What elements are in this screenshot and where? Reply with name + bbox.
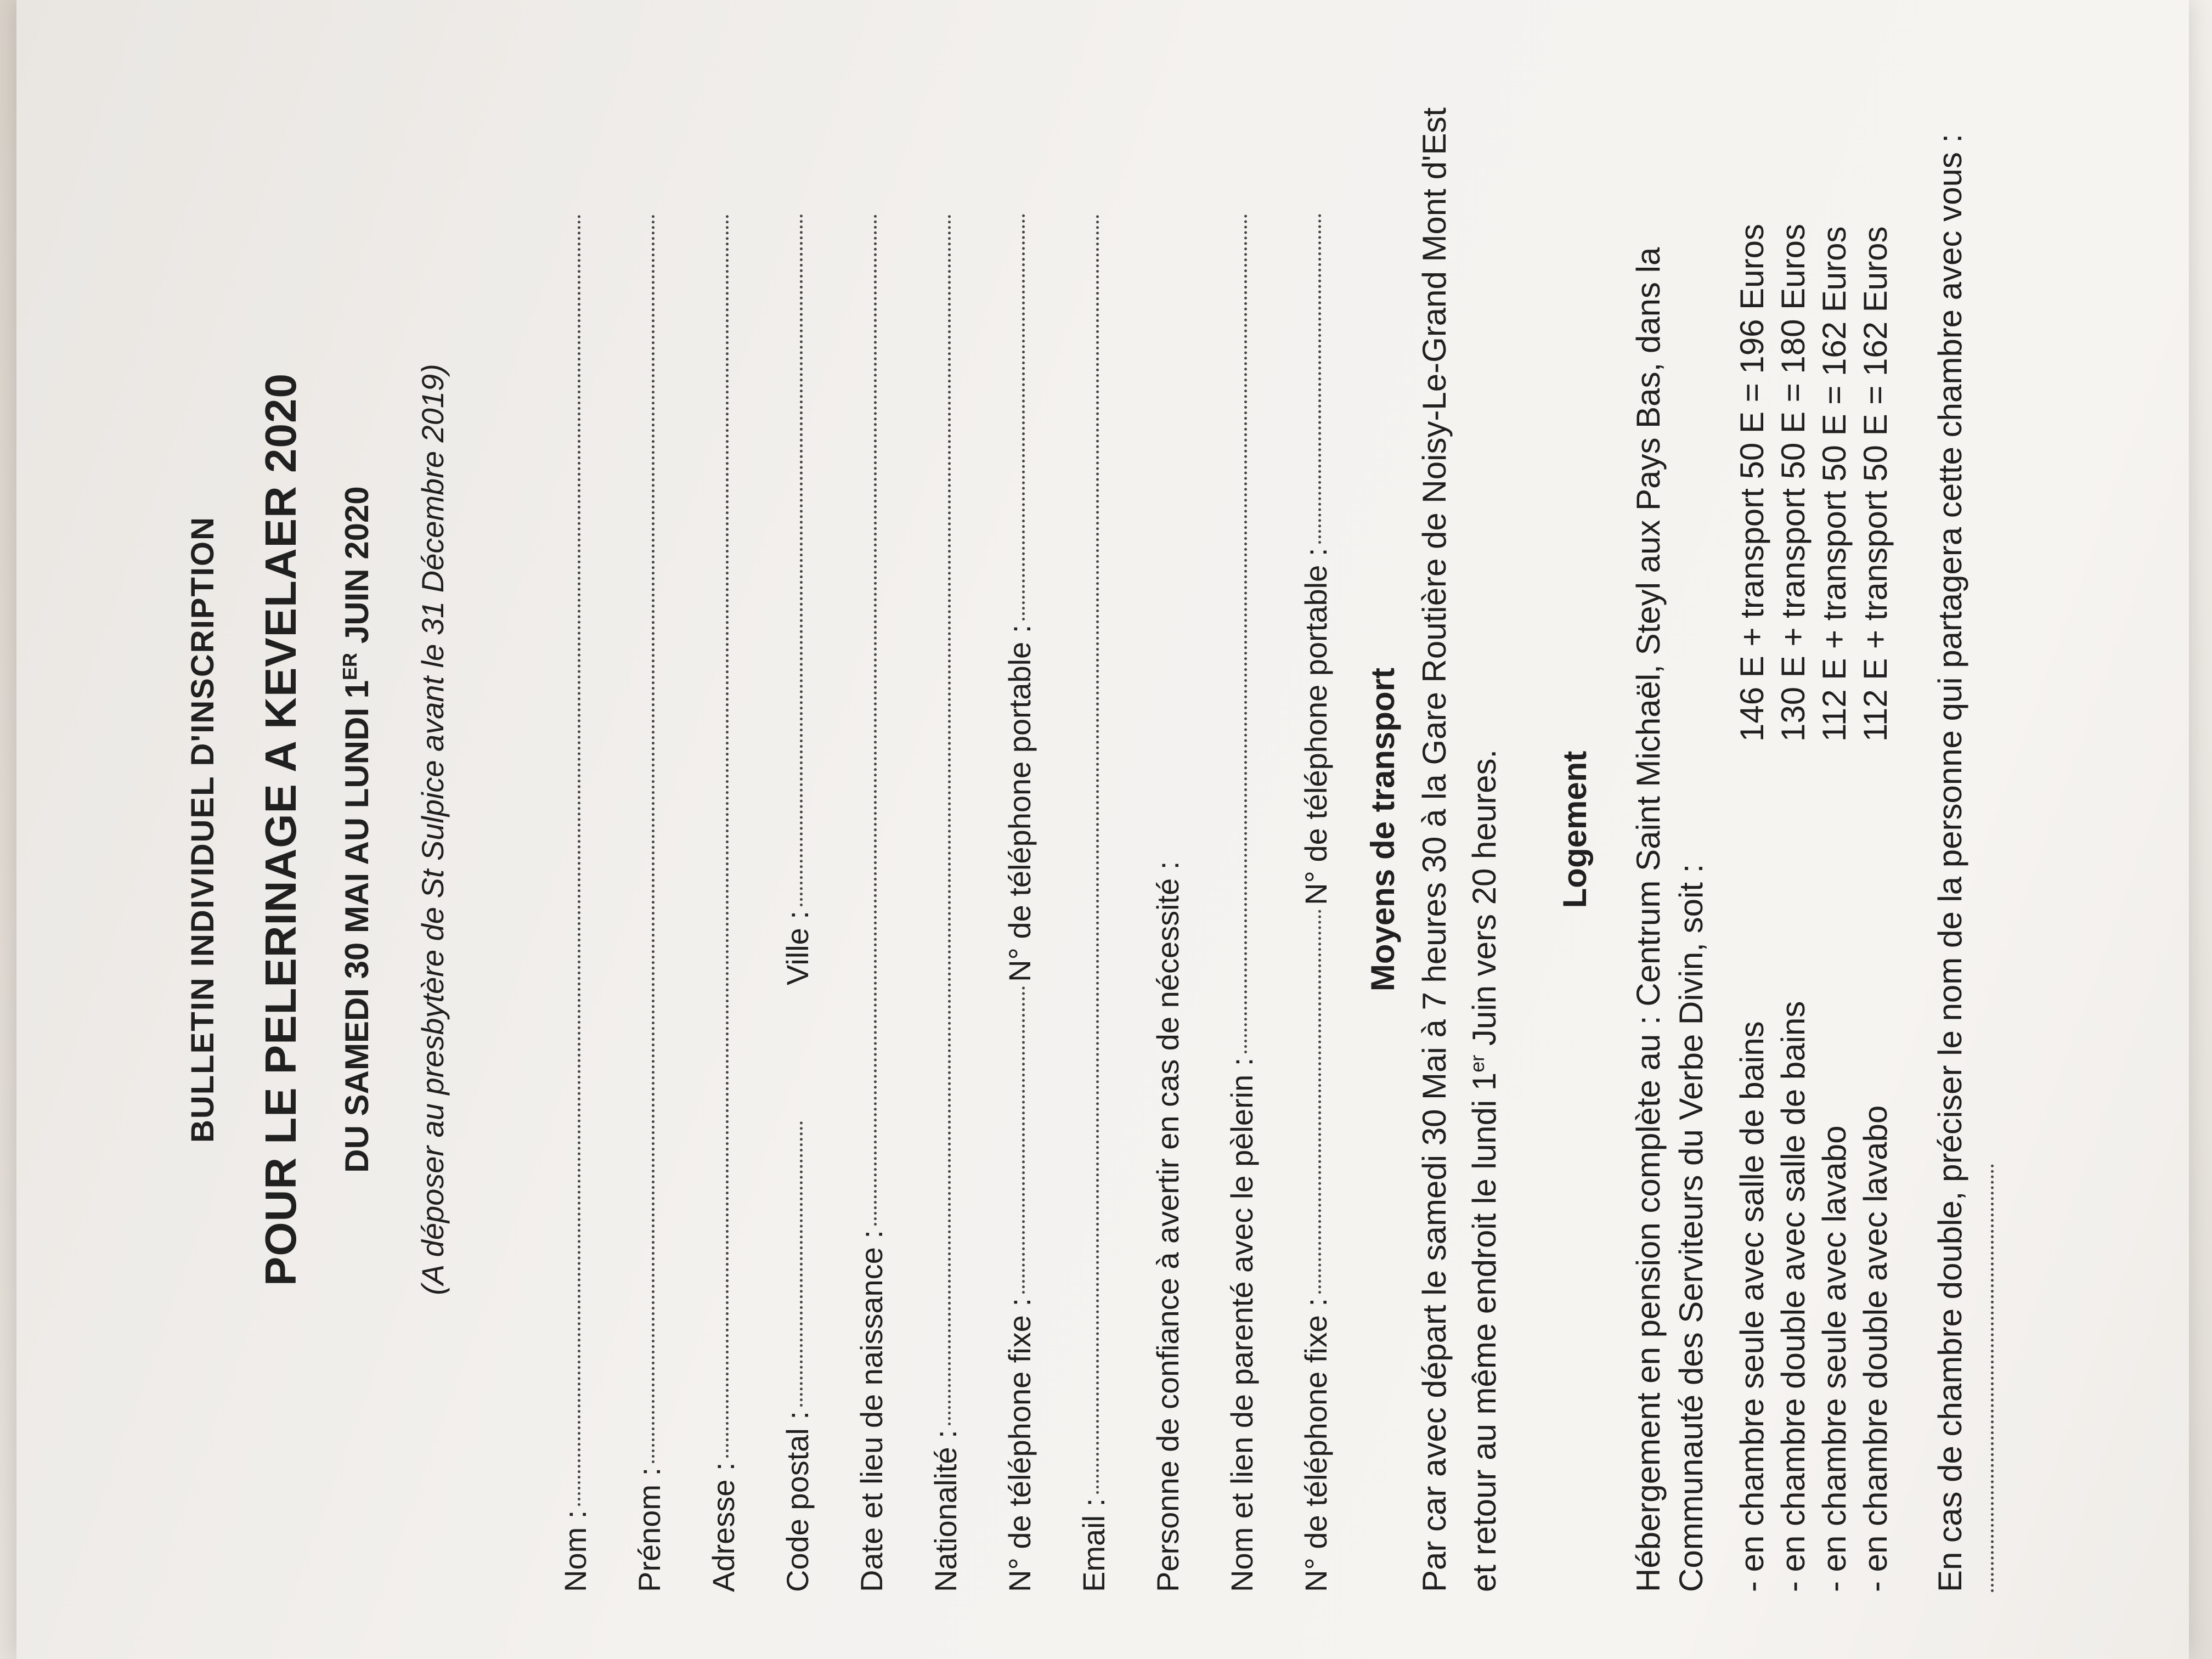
rate-row: - en chambre double avec salle de bains 130 E + transport 50 E = 180 Euros xyxy=(1775,224,1812,1592)
field-label: Adresse : xyxy=(706,1462,741,1592)
rate-row: - en chambre double avec lavabo 112 E + transport 50 E = 162 Euros xyxy=(1857,226,1894,1592)
bulletin-heading: BULLETIN INDIVIDUEL D'INSCRIPTION xyxy=(185,516,221,1143)
deposit-note: (A déposer au presbytère de St Sulpice avant le 31 Décembre 2019) xyxy=(415,364,450,1295)
field-telephones xyxy=(1002,210,1037,1592)
fill-line[interactable] xyxy=(873,214,877,1226)
fill-line[interactable] xyxy=(651,214,654,1463)
form-title: POUR LE PELERINAGE A KEVELAER 2020 xyxy=(256,373,305,1286)
fill-line[interactable] xyxy=(799,214,803,906)
field-label: Email : xyxy=(1076,1498,1111,1592)
fill-line[interactable] xyxy=(725,214,729,1458)
field-label: N° de téléphone portable : xyxy=(1002,624,1037,982)
pilgrimage-dates: DU SAMEDI 30 MAI AU LUNDI 1ER JUIN 2020 xyxy=(338,486,375,1173)
fill-line[interactable] xyxy=(1096,214,1099,1494)
field-label: Prénom : xyxy=(632,1467,667,1592)
field-label: Date et lieu de naissance : xyxy=(854,1230,889,1592)
field-label: Code postal : xyxy=(780,1411,815,1592)
fill-line[interactable] xyxy=(1244,214,1247,1053)
field-label: Nationalité : xyxy=(928,1430,963,1592)
double-room-note: En cas de chambre double, préciser le nom de la personne qui partagera cette chambre avec vous : xyxy=(1929,78,2015,1592)
field-nationalite xyxy=(928,210,963,1592)
field-telephones-contact xyxy=(1298,210,1334,1592)
rates-list xyxy=(1731,78,1896,1592)
field-label: N° de téléphone portable : xyxy=(1299,548,1333,905)
fill-line[interactable] xyxy=(1991,1164,1994,1592)
fill-line[interactable] xyxy=(1318,910,1321,1294)
field-prenom xyxy=(631,210,667,1592)
fill-line[interactable] xyxy=(947,214,951,1425)
field-personne-confiance xyxy=(1150,210,1186,1592)
logement-heading: Logement xyxy=(1556,751,1593,909)
registration-form-page xyxy=(108,34,2137,1625)
transport-text: Par car avec départ le samedi 30 Mai à 7 heures 30 à la Gare Routière de Noisy-Le-Grand Mont d'Est et retour au même endroit le lundi 1er Juin vers 20 heures. xyxy=(1416,107,1503,1592)
field-label: Ville : xyxy=(780,911,815,986)
fill-line[interactable] xyxy=(1022,986,1025,1294)
fill-line[interactable] xyxy=(577,214,580,1506)
field-label: N° de téléphone fixe : xyxy=(1002,1297,1037,1592)
field-label: Nom : xyxy=(558,1510,592,1592)
field-nom xyxy=(557,210,593,1592)
transport-heading: Moyens de transport xyxy=(1364,667,1401,992)
field-email xyxy=(1076,210,1111,1592)
fill-line[interactable] xyxy=(1318,214,1321,544)
field-label: Personne de confiance à avertir en cas de nécessité : xyxy=(1150,861,1185,1592)
paper-sheet xyxy=(16,0,2189,1659)
rate-row: - en chambre seule avec lavabo 112 E + transport 50 E = 162 Euros xyxy=(1816,226,1853,1592)
field-date-lieu-naissance xyxy=(854,210,889,1592)
logement-text: Hébergement en pension complète au : Centrum Saint Michaël, Steyl aux Pays Bas, dans la Communauté des Serviteurs du Verbe Divin, soit : xyxy=(1630,247,1709,1592)
field-label: Nom et lien de parenté avec le pèlerin : xyxy=(1224,1057,1259,1592)
rate-row: - en chambre seule avec salle de bains 146 E + transport 50 E = 196 Euros xyxy=(1734,224,1770,1592)
fill-line[interactable] xyxy=(1022,214,1025,620)
fill-line[interactable] xyxy=(799,1121,803,1407)
field-nom-lien xyxy=(1224,210,1260,1592)
field-code-postal-ville xyxy=(780,210,815,1592)
field-label: N° de téléphone fixe : xyxy=(1299,1297,1333,1592)
field-adresse xyxy=(706,210,741,1592)
